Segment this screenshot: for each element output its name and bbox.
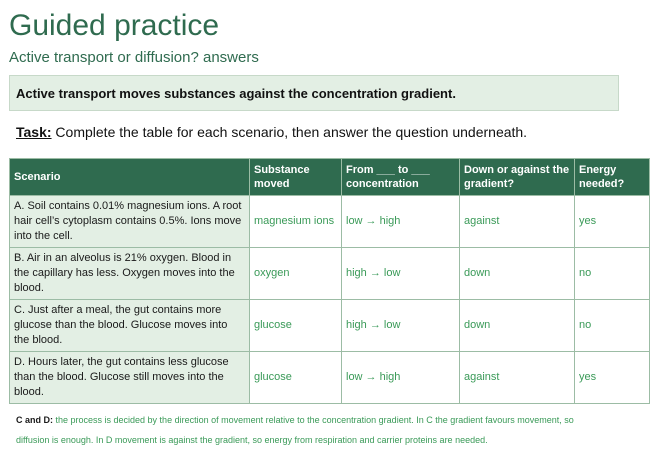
energy-cell: no xyxy=(575,248,650,300)
substance-cell: glucose xyxy=(250,300,342,352)
energy-cell: yes xyxy=(575,352,650,404)
explanation-label: C and D: xyxy=(16,415,53,425)
scenario-table xyxy=(9,158,650,404)
table-row xyxy=(10,196,650,248)
column-header-gradient: Down or against the gradient? xyxy=(460,159,575,196)
gradient-cell: against xyxy=(460,196,575,248)
page-subtitle: Active transport or diffusion? answers xyxy=(9,49,259,66)
table-row xyxy=(10,300,650,352)
explanation-text-1: the process is decided by the direction of movement relative to the concentration gradient. In C the gradient favours movement, so xyxy=(53,415,574,425)
task-instruction xyxy=(16,124,527,140)
from-to-cell: high → low xyxy=(342,248,460,300)
task-label: Task: xyxy=(16,124,52,140)
scenario-cell: A. Soil contains 0.01% magnesium ions. A root hair cell’s cytoplasm contains 0.5%. Ions move into the cell. xyxy=(10,196,250,248)
gradient-cell: down xyxy=(460,300,575,352)
explanation-line-2: diffusion is enough. In D movement is against the gradient, so energy from respiration and carrier proteins are needed. xyxy=(16,435,488,445)
column-header-substance: Substance moved xyxy=(250,159,342,196)
answer-explanation xyxy=(16,410,636,450)
table-row xyxy=(10,352,650,404)
from-to-cell: high → low xyxy=(342,300,460,352)
from-to-cell: low → high xyxy=(342,352,460,404)
scenario-cell: D. Hours later, the gut contains less glucose than the blood. Glucose still moves into the blood. xyxy=(10,352,250,404)
gradient-cell: against xyxy=(460,352,575,404)
explanation-line-1 xyxy=(16,410,636,430)
energy-cell: yes xyxy=(575,196,650,248)
substance-cell: magnesium ions xyxy=(250,196,342,248)
table-row xyxy=(10,248,650,300)
table-header-row xyxy=(10,159,650,196)
column-header-scenario: Scenario xyxy=(10,159,250,196)
substance-cell: oxygen xyxy=(250,248,342,300)
scenario-cell: C. Just after a meal, the gut contains more glucose than the blood. Glucose moves into the blood. xyxy=(10,300,250,352)
column-header-from-to: From ___ to ___ concentration xyxy=(342,159,460,196)
from-to-cell: low → high xyxy=(342,196,460,248)
key-statement-text: Active transport moves substances against the concentration gradient. xyxy=(16,86,456,101)
task-text: Complete the table for each scenario, then answer the question underneath. xyxy=(51,124,528,140)
substance-cell: glucose xyxy=(250,352,342,404)
energy-cell: no xyxy=(575,300,650,352)
scenario-cell: B. Air in an alveolus is 21% oxygen. Blood in the capillary has less. Oxygen moves into the blood. xyxy=(10,248,250,300)
page-title: Guided practice xyxy=(9,9,220,42)
gradient-cell: down xyxy=(460,248,575,300)
key-statement-banner xyxy=(9,75,619,111)
column-header-energy: Energy needed? xyxy=(575,159,650,196)
